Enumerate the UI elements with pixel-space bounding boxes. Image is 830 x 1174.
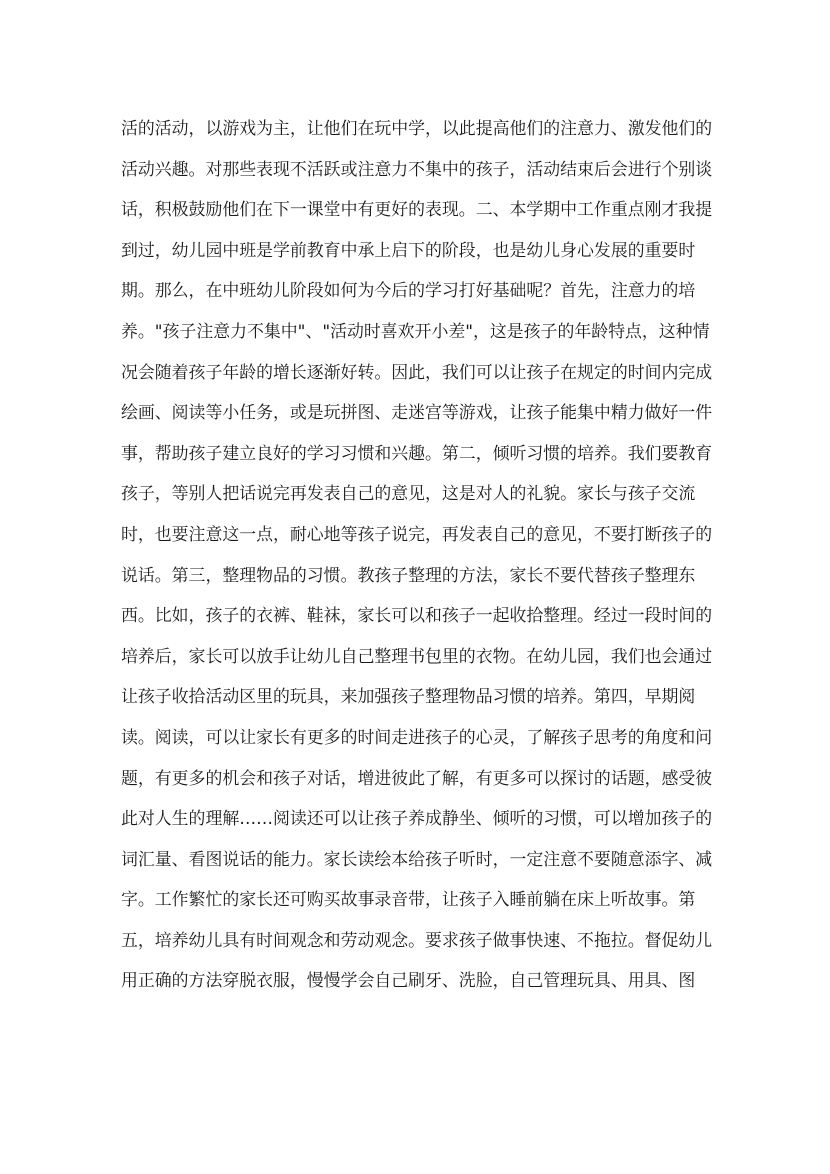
document-body [121,108,716,1001]
text-line: 话，积极鼓励他们在下一课堂中有更好的表现。二、本学期中工作重点刚才我提 [121,199,713,220]
text-line: 用正确的方法穿脱衣服，慢慢学会自己刷牙、洗脸，自己管理玩具、用具、图 [121,970,696,991]
text-line: 时，也要注意这一点，耐心地等孩子说完，再发表自己的意见，不要打断孩子的 [121,523,713,544]
text-line: 事，帮助孩子建立良好的学习习惯和兴趣。第二，倾听习惯的培养。我们要教育 [121,442,713,463]
text-line: 西。比如，孩子的衣裤、鞋袜，家长可以和孩子一起收拾整理。经过一段时间的 [121,605,713,626]
text-line: 况会随着孩子年龄的增长逐渐好转。因此，我们可以让孩子在规定的时间内完成 [121,361,713,382]
text-line: 题，有更多的机会和孩子对话，增进彼此了解，有更多可以探讨的话题，感受彼 [121,767,713,788]
text-line: 期。那么，在中班幼儿阶段如何为今后的学习打好基础呢？首先，注意力的培 [121,280,696,301]
text-line: 活的活动，以游戏为主，让他们在玩中学，以此提高他们的注意力、激发他们的 [121,118,713,138]
text-line: 绘画、阅读等小任务，或是玩拼图、走迷宫等游戏，让孩子能集中精力做好一件 [121,402,713,423]
text-line: 字。工作繁忙的家长还可购买故事录音带，让孩子入睡前躺在床上听故事。第 [121,889,696,910]
text-line: 活动兴趣。对那些表现不活跃或注意力不集中的孩子，活动结束后会进行个别谈 [121,158,713,179]
text-line: 五，培养幼儿具有时间观念和劳动观念。要求孩子做事快速、不拖拉。督促幼儿 [121,929,713,950]
text-line: 培养后，家长可以放手让幼儿自己整理书包里的衣物。在幼儿园，我们也会通过 [121,645,713,666]
text-line: 说话。第三，整理物品的习惯。教孩子整理的方法，家长不要代替孩子整理东 [121,564,696,585]
text-line: 读。阅读，可以让家长有更多的时间走进孩子的心灵，了解孩子思考的角度和问 [121,726,713,747]
text-line: 让孩子收拾活动区里的玩具，来加强孩子整理物品习惯的培养。第四，早期阅 [121,686,696,707]
text-line: 此对人生的理解……阅读还可以让孩子养成静坐、倾听的习惯，可以增加孩子的 [121,808,713,829]
text-line: 孩子，等别人把话说完再发表自己的意见，这是对人的礼貌。家长与孩子交流 [121,483,696,504]
text-line: 词汇量、看图说话的能力。家长读绘本给孩子听时，一定注意不要随意添字、减 [121,848,713,869]
text-line: 到过，幼儿园中班是学前教育中承上启下的阶段，也是幼儿身心发展的重要时 [121,239,696,260]
text-line: 养。"孩子注意力不集中"、"活动时喜欢开小差"，这是孩子的年龄特点，这种情 [121,320,710,341]
